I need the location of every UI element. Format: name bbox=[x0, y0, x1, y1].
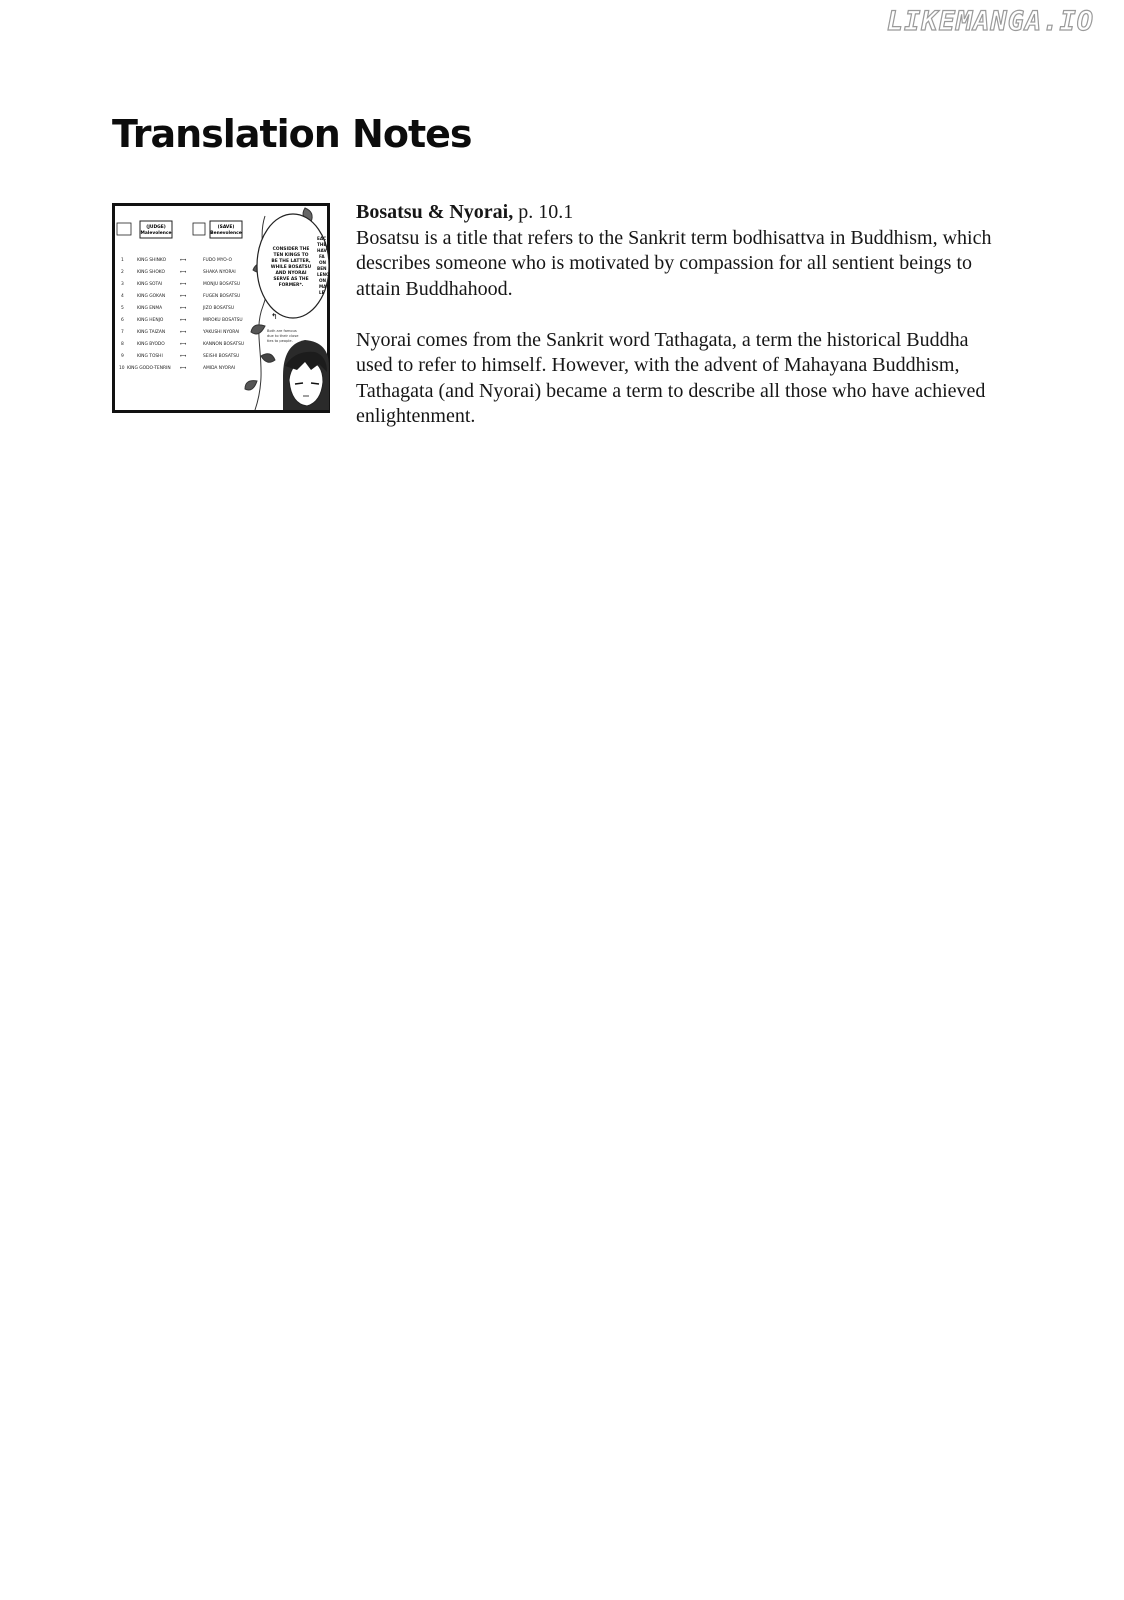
side-note-line: ties to people. bbox=[267, 339, 293, 343]
edge-text: MA bbox=[319, 284, 327, 289]
row-king: KING ENMA bbox=[137, 306, 163, 311]
row-number: 3 bbox=[121, 282, 124, 287]
row-save: MIROKU BOSATSU bbox=[203, 318, 243, 323]
row-save: SEISHI BOSATSU bbox=[203, 354, 240, 359]
page-title: Translation Notes bbox=[112, 112, 472, 156]
row-king: KING SOTAI bbox=[137, 282, 163, 287]
row-king: KING HENJO bbox=[137, 318, 164, 323]
row-number: 9 bbox=[121, 354, 124, 359]
row-arrow: ⟷ bbox=[180, 366, 187, 371]
bubble-line: SERVE AS THE bbox=[273, 277, 309, 282]
bubble-line: TEN KINGS TO bbox=[273, 253, 309, 258]
edge-text: THE bbox=[317, 242, 327, 247]
edge-text: BEN bbox=[317, 266, 327, 271]
row-save: YAKUSHI NYORAI bbox=[203, 330, 240, 335]
row-arrow: ⟷ bbox=[180, 306, 187, 311]
character-figure bbox=[283, 340, 329, 410]
bubble-line: FORMER*. bbox=[278, 283, 304, 288]
bubble-line: WHILE BOSATSU bbox=[270, 265, 312, 270]
row-arrow: ⟷ bbox=[180, 318, 187, 323]
row-save: SHAKA NYORAI bbox=[203, 270, 236, 275]
edge-text: EAC bbox=[317, 236, 327, 241]
row-number: 4 bbox=[121, 294, 124, 299]
row-arrow: ⟷ bbox=[180, 354, 187, 359]
edge-text: LENC bbox=[317, 272, 330, 277]
edge-text: HAV bbox=[317, 248, 327, 253]
site-watermark: LIKEMANGA.IO bbox=[886, 6, 1094, 37]
row-number: 5 bbox=[121, 306, 124, 311]
note-page-ref: p. 10.1 bbox=[518, 201, 574, 223]
row-save: JIZO BOSATSU bbox=[203, 306, 235, 311]
edge-text: FA bbox=[319, 254, 325, 259]
row-save: FUGEN BOSATSU bbox=[203, 294, 241, 299]
row-number: 7 bbox=[121, 330, 124, 335]
edge-text: LE bbox=[319, 290, 325, 295]
row-king: KING BYODO bbox=[137, 342, 165, 347]
save-header-line2: Benevolence bbox=[210, 231, 242, 236]
judge-header-line1: (JUDGE) bbox=[146, 225, 166, 230]
row-number: 2 bbox=[121, 270, 124, 275]
row-save: FUDO MYO-O bbox=[203, 258, 232, 263]
row-number: 8 bbox=[121, 342, 124, 347]
bubble-line: AND NYORAI bbox=[275, 271, 307, 276]
note-heading bbox=[356, 200, 1006, 226]
bubble-line: BE THE LATTER, bbox=[271, 259, 311, 264]
row-arrow: ⟷ bbox=[180, 342, 187, 347]
translation-note bbox=[356, 200, 1006, 455]
edge-text: ON bbox=[319, 260, 327, 265]
row-king: KING GODO-TENRIN bbox=[127, 366, 171, 371]
row-king: KING GOKAN bbox=[137, 294, 166, 299]
row-save: AMIDA NYORAI bbox=[203, 366, 236, 371]
manga-panel-image bbox=[112, 203, 330, 413]
row-number: 6 bbox=[121, 318, 124, 323]
edge-text: ON bbox=[319, 278, 327, 283]
bubble-line: CONSIDER THE bbox=[272, 247, 310, 252]
row-number: 10 bbox=[119, 366, 125, 371]
row-arrow: ⟷ bbox=[180, 282, 187, 287]
row-king: KING TAIZAN bbox=[137, 330, 166, 335]
note-paragraph: Nyorai comes from the Sankrit word Tathagata, a term the historical Buddha used to refer to himself. However, with the advent of Mahayana Buddhism, Tathagata (and Nyorai) became a term to describe all those who have achieved enlightenment. bbox=[356, 328, 986, 427]
side-note-line: Both are famous bbox=[267, 329, 297, 333]
save-header-line1: (SAVE) bbox=[217, 225, 235, 230]
side-note-line: due to their close bbox=[267, 334, 299, 338]
row-king: KING SHOKO bbox=[137, 270, 165, 275]
judge-icon bbox=[117, 223, 131, 235]
judge-header-line2: Malevolence bbox=[140, 231, 172, 236]
row-arrow: ⟷ bbox=[180, 258, 187, 263]
row-arrow: ⟷ bbox=[180, 330, 187, 335]
manga-panel-art bbox=[115, 206, 330, 410]
save-icon bbox=[193, 223, 205, 235]
pointer-arrow-icon: ↰ bbox=[271, 312, 278, 321]
row-save: KANNON BOSATSU bbox=[203, 342, 245, 347]
row-arrow: ⟷ bbox=[180, 294, 187, 299]
row-save: MONJU BOSATSU bbox=[203, 282, 241, 287]
row-king: KING TOSHI bbox=[137, 354, 163, 359]
note-term: Bosatsu & Nyorai, bbox=[356, 201, 514, 223]
note-paragraph: Bosatsu is a title that refers to the Sankrit term bodhisattva in Buddhism, which describes someone who is motivated by compassion for all sentient beings to attain Buddhahood. bbox=[356, 226, 992, 300]
row-arrow: ⟷ bbox=[180, 270, 187, 275]
row-number: 1 bbox=[121, 258, 124, 263]
row-king: KING SHINKO bbox=[137, 258, 167, 263]
